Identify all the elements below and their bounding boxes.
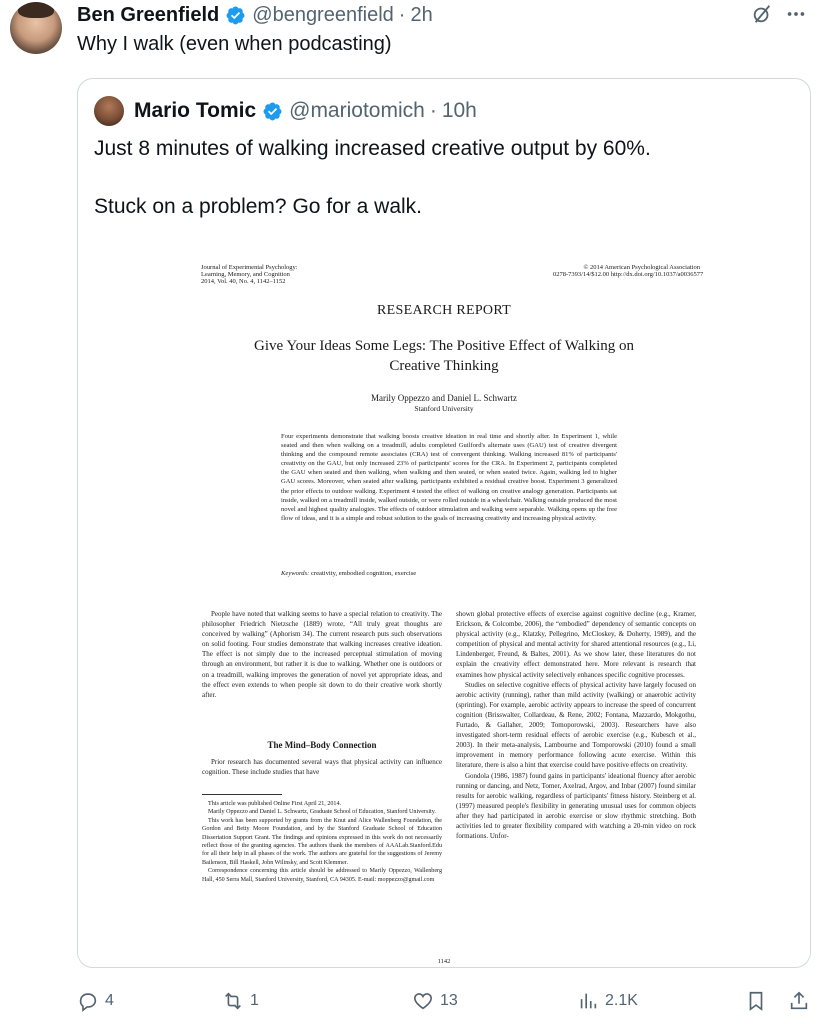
separator-dot: ·	[398, 3, 406, 26]
repost-button[interactable]	[222, 986, 259, 1016]
quoted-text-line-1: Just 8 minutes of walking increased creative output by 60%.	[94, 137, 651, 160]
heart-icon	[412, 990, 434, 1012]
analytics-icon	[577, 990, 599, 1012]
verified-badge-icon	[225, 5, 246, 26]
journal-line: Learning, Memory, and Cognition	[201, 271, 290, 278]
copyright-info	[553, 264, 704, 278]
footnote: This work has been supported by grants from the Knut and Alice Wallenberg Foundation, the Gordon and Betty Moore Foundation, and by the Stanford Graduate School of Education Dissertation Support Grant. The findings and opinions expressed in this work do not necessarily reflect those of the granting agencies. The authors thank the members of AAALab.Stanford.Edu for all their help in all phases of the work. The authors are grateful for the suggestions of Jeremy Bailenson, Bill Haskell, John Wilinsky, and Scott Klemmer.	[202, 817, 442, 866]
display-name[interactable]: Ben Greenfield	[77, 3, 220, 26]
more-options-icon[interactable]	[785, 3, 807, 25]
paper-keywords	[281, 570, 617, 577]
grok-icon[interactable]	[751, 3, 773, 25]
verified-badge-icon	[262, 101, 283, 122]
quoted-text-line-2: Stuck on a problem? Go for a walk.	[94, 195, 422, 218]
quoted-timestamp[interactable]: 10h	[441, 99, 477, 122]
paper-footnotes	[202, 800, 442, 884]
share-icon	[788, 990, 810, 1012]
footnote: Marily Oppezzo and Daniel L. Schwartz, Graduate School of Education, Stanford University.	[208, 809, 436, 816]
avatar[interactable]	[10, 2, 62, 54]
repost-count: 1	[250, 992, 259, 1009]
tweet-header	[77, 2, 433, 28]
footnote: Correspondence concerning this article should be addressed to Marily Oppezzo, Wallenberg Hall, 450 Serra Mall, Stanford University, Stanford, CA 94305. E-mail: moppezzo@gmail.com	[202, 868, 442, 883]
footnote: This article was published Online First April 21, 2014.	[208, 801, 342, 807]
share-button[interactable]	[788, 986, 816, 1016]
reply-icon	[77, 990, 99, 1012]
timestamp[interactable]: 2h	[410, 3, 433, 26]
copyright-line: 0278-7393/14/$12.00 http://dx.doi.org/10.1037/a0036577	[553, 271, 704, 278]
paper-abstract: Four experiments demonstrate that walking boosts creative ideation in real time and shortly after. In Experiment 1, while seated and then when walking on a treadmill, adults completed Guilford's alternate uses (GAU) test of creative divergent thinking and the compound remote associates (CRA) test of convergent thinking. Walking increased 81% of participants' creativity on the GAU, but only increased 23% of participants' scores for the CRA. In Experiment 2, participants completed the GAU when seated and then walking, when walking and then seated, or when seated twice. Again, walking led to higher GAU scores. Moreover, when seated after walking, participants exhibited a residual creative boost. Experiment 3 generalized the prior effects to outdoor walking. Experiment 4 tested the effect of walking on creative analogy generation. Participants sat inside, walked on a treadmill inside, walked outside, or were rolled outside in a wheelchair. Walking outside produced the most novel and highest quality analogies. The effects of outdoor stimulation and walking were separable. Walking opens up the free flow of ideas, and it is a simple and robust solution to the goals of increasing creativity and increasing physical activity.	[281, 433, 617, 522]
bookmark-icon	[745, 990, 767, 1012]
action-bar	[77, 986, 811, 1016]
paper-right-column	[456, 609, 696, 841]
repost-icon	[222, 990, 244, 1012]
paper-paragraph: Gondola (1986, 1987) found gains in participants' ideational fluency after aerobic running or dancing, and Netz, Tomer, Axelrad, Argov, and Inbar (2007) found similar results for aerobic walking, regardless of participants' fitness history. Steinberg et al. (1997) measured people's flexibility in generating unusual uses for common objects after they had participated in aerobic exercise or slow rhythmic stretching. Both activities led to greater flexibility compared with watching a 20-min video on rock formations. Unfor-	[456, 771, 696, 841]
copyright-line: © 2014 American Psychological Association	[583, 264, 700, 271]
journal-info	[201, 264, 341, 285]
paper-image[interactable]	[78, 242, 810, 968]
reply-button[interactable]	[77, 986, 114, 1016]
paper-affiliation: Stanford University	[414, 404, 474, 413]
page-number: 1142	[437, 958, 451, 965]
quoted-avatar[interactable]	[94, 96, 124, 126]
quoted-tweet[interactable]	[77, 78, 811, 968]
section-body: Prior research has documented several ways that physical activity can influence cognition. These include studies that have	[202, 758, 442, 777]
paper-paragraph: Studies on selective cognitive effects of physical activity have largely focused on aerobic activity (running), rather than mild activity (walking) or anaerobic activity (sprinting). For example, aerobic activity appears to increase the speed of concurrent cognition (Brisswalter, Collardeau, & Rene, 2002; Fontana, Mazzardo, Mokgothu, Furtado, & Gallaher, 2009; Tomoporowski, 2003). Researchers have also investigated short-term residual effects of aerobic exercise (e.g., Kubesch et al., 2003). In their meta-analysis, Lambourne and Tomporowski (2010) found a small improvement in memory performance following acute exercise. Within this literature, there is also a hint that exercise could have positive effects on creativity.	[456, 680, 696, 770]
keywords-text: creativity, embodied cognition, exercise	[310, 570, 417, 577]
journal-line: Journal of Experimental Psychology:	[201, 264, 298, 271]
footnote-divider	[202, 794, 282, 795]
bookmark-button[interactable]	[745, 986, 773, 1016]
quoted-display-name[interactable]: Mario Tomic	[134, 99, 257, 122]
paper-paragraph: shown global protective effects of exercise against cognitive decline (e.g., Kramer, Erickson, & Colcombe, 2006), the “embodied” dependency of semantic concepts on physical activity (e.g., Klatzky, Pellegrino, McCloskey, & Doherty, 1989), and the competition of physical and mental activity for shared attentional resources (e.g., Li, Lindenberger, Freund, & Baltes, 2001). As we show later, these literatures do not explain the creativity effect demonstrated here. More relevant is research that examines how physical activity selectively enhances specific cognitive processes.	[456, 610, 696, 679]
paper-paragraph: People have noted that walking seems to have a special relation to creativity. The philosopher Friedrich Nietzsche (1889) wrote, “All truly great thoughts are conceived by walking” (Aphorism 34). The current research puts such observations on solid footing. Four studies demonstrate that walking increases creative ideation. The effect is not simply due to the increased perceptual stimulation of moving through an environment, but rather it is due to walking. Whether one is outdoors or on a treadmill, walking improves the generation of novel yet appropriate ideas, and the effect even extends to when people sit down to do their creative work shortly after.	[202, 610, 442, 699]
paper-left-column	[202, 609, 442, 700]
section-heading: The Mind–Body Connection	[267, 740, 377, 750]
like-button[interactable]	[412, 986, 458, 1016]
reply-count: 4	[105, 992, 114, 1009]
journal-line: 2014, Vol. 40, No. 4, 1142–1152	[201, 278, 286, 285]
separator-dot: ·	[429, 99, 437, 122]
views-button[interactable]	[577, 986, 638, 1016]
paper-authors: Marily Oppezzo and Daniel L. Schwartz	[371, 393, 517, 403]
paper-title: Give Your Ideas Some Legs: The Positive Effect of Walking on Creative Thinking	[254, 338, 634, 374]
report-label: RESEARCH REPORT	[377, 303, 511, 318]
quoted-handle[interactable]: @mariotomich	[289, 99, 425, 122]
tweet-text: Why I walk (even when podcasting)	[77, 33, 392, 55]
quoted-header	[134, 97, 477, 125]
keywords-label: Keywords:	[281, 570, 310, 577]
like-count: 13	[440, 992, 458, 1009]
view-count: 2.1K	[605, 992, 638, 1009]
handle[interactable]: @bengreenfield	[252, 3, 394, 26]
